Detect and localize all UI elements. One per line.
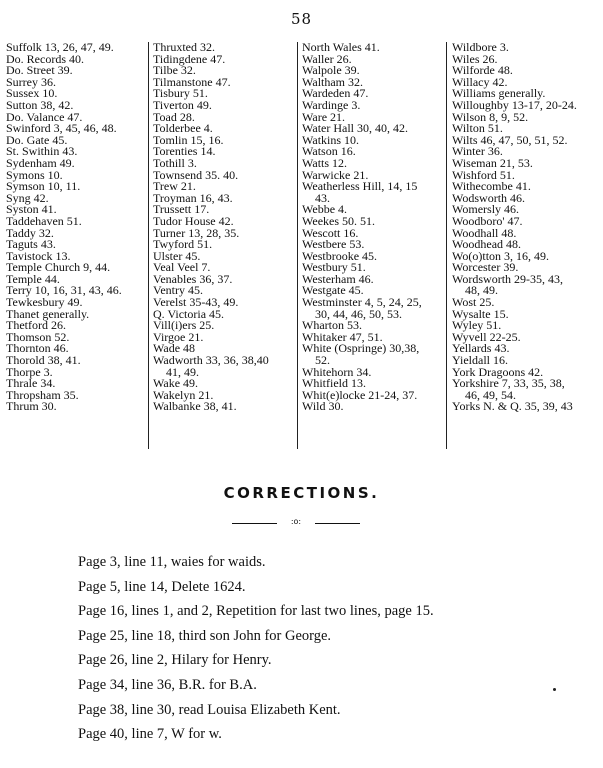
index-entry: Vill(i)ers 25. (153, 318, 215, 333)
divider-rule-right (315, 523, 360, 524)
index-entry: Willacy 42. (452, 74, 508, 89)
index-entry: Wysalte 15. (452, 306, 509, 321)
index-entry: Whitaker 47, 51. (302, 329, 383, 344)
index-entry: Do. Gate 45. (6, 132, 68, 147)
index-column-1 (6, 42, 122, 413)
column-rule-2 (297, 42, 298, 449)
index-entry: Thomson 52. (6, 329, 70, 344)
index-entry: Sutton 38, 42. (6, 97, 74, 112)
index-column-4 (452, 42, 577, 413)
column-rule-3 (446, 42, 447, 449)
index-entry: Thornton 46. (6, 341, 69, 356)
index-entry: Wyley 51. (452, 318, 502, 333)
index-entry: 48, 49. (465, 283, 498, 298)
index-entry: Wadworth 33, 36, 38,40 (153, 353, 269, 368)
index-entry: Whitfield 13. (302, 376, 366, 391)
index-entry: Thrale 34. (6, 376, 56, 391)
correction-item: Page 34, line 36, B.R. for B.A. (78, 676, 257, 693)
index-entry: Waller 26. (302, 51, 352, 66)
index-section (0, 42, 603, 462)
index-entry: Westgate 45. (302, 283, 364, 298)
index-entry: Tudor House 42. (153, 213, 234, 228)
index-entry: Tilbe 32. (153, 63, 196, 78)
correction-item: Page 25, line 18, third son John for George. (78, 627, 332, 644)
index-entry: Wild 30. (302, 399, 344, 414)
index-entry: Thrum 30. (6, 399, 57, 414)
correction-item: Page 16, lines 1, and 2, Repetition for last two lines, page 15. (78, 603, 434, 620)
index-entry: Do. Records 40. (6, 51, 84, 66)
index-entry: Trew 21. (153, 179, 196, 194)
corrections-heading: CORRECTIONS. (223, 484, 380, 502)
index-entry: Swinford 3, 45, 46, 48. (6, 121, 117, 136)
index-entry: Taddy 32. (6, 225, 54, 240)
index-entry: Wiseman 21, 53. (452, 155, 533, 170)
correction-item: Page 26, line 2, Hilary for Henry. (78, 652, 272, 669)
index-entry: Terry 10, 16, 31, 43, 46. (6, 283, 122, 298)
index-entry: Wardeden 47. (302, 86, 369, 101)
index-entry: Weatherless Hill, 14, 15 (302, 179, 418, 194)
index-entry: Walpole 39. (302, 63, 360, 78)
divider-ornament: :o: (290, 517, 302, 526)
index-entry: Do. Valance 47. (6, 109, 83, 124)
index-entry: Verelst 35-43, 49. (153, 295, 239, 310)
index-entry: Womersly 46. (452, 202, 520, 217)
index-entry: Withecombe 41. (452, 179, 531, 194)
print-speck (553, 688, 556, 691)
index-entry: Williams generally. (452, 86, 546, 101)
index-entry: Tilmanstone 47. (153, 74, 231, 89)
index-entry: Ware 21. (302, 109, 346, 124)
index-entry: Worcester 39. (452, 260, 519, 275)
index-entry: Woodboro' 47. (452, 213, 523, 228)
index-entry: Torenties 14. (153, 144, 216, 159)
index-entry: Watson 16. (302, 144, 356, 159)
index-entry: Wescott 16. (302, 225, 359, 240)
index-entry: Tiverton 49. (153, 97, 212, 112)
index-entry: Tewkesbury 49. (6, 295, 83, 310)
index-entry: Thorpe 3. (6, 364, 53, 379)
index-entry: Wilton 51. (452, 121, 503, 136)
index-entry: Weekes 50. 51. (302, 213, 376, 228)
index-entry: Yorks N. & Q. 35, 39, 43 (452, 399, 573, 414)
index-entry: Yellards 43. (452, 341, 510, 356)
index-entry: Taguts 43. (6, 237, 56, 252)
index-entry: Tisbury 51. (153, 86, 208, 101)
index-entry: Wiles 26. (452, 51, 498, 66)
index-entry: Winter 36. (452, 144, 503, 159)
index-entry: Warwicke 21. (302, 167, 369, 182)
index-entry: Wakelyn 21. (153, 387, 214, 402)
correction-item: Page 5, line 14, Delete 1624. (78, 578, 246, 595)
index-entry: Syston 41. (6, 202, 57, 217)
index-entry: Trussett 17. (153, 202, 210, 217)
corrections-list (78, 552, 598, 749)
index-entry: Wilson 8, 9, 52. (452, 109, 529, 124)
index-entry: Wilts 46, 47, 50, 51, 52. (452, 132, 568, 147)
index-entry: Wost 25. (452, 295, 495, 310)
index-entry: Wardinge 3. (302, 97, 361, 112)
index-entry: Suffolk 13, 26, 47, 49. (6, 40, 114, 54)
index-entry: Woodhall 48. (452, 225, 517, 240)
section-divider (232, 516, 360, 528)
index-entry: Toad 28. (153, 109, 195, 124)
index-entry: Wyvell 22-25. (452, 329, 521, 344)
index-entry: Westbere 53. (302, 237, 365, 252)
index-entry: Sussex 10. (6, 86, 58, 101)
correction-item: Page 38, line 30, read Louisa Elizabeth Kent. (78, 701, 341, 718)
index-entry: Temple Church 9, 44. (6, 260, 111, 275)
index-entry: Yieldall 16. (452, 353, 508, 368)
index-entry: Whitehorn 34. (302, 364, 372, 379)
index-entry: Water Hall 30, 40, 42. (302, 121, 409, 136)
index-entry: Ulster 45. (153, 248, 201, 263)
index-entry: Wake 49. (153, 376, 199, 391)
index-entry: Surrey 36. (6, 74, 56, 89)
index-entry: Thorold 38, 41. (6, 353, 81, 368)
index-entry: Symson 10, 11. (6, 179, 81, 194)
index-entry: Webbe 4. (302, 202, 348, 217)
index-column-3 (302, 42, 422, 413)
index-entry: Venables 36, 37. (153, 271, 233, 286)
column-rule-1 (148, 42, 149, 449)
index-entry: Thropsham 35. (6, 387, 79, 402)
index-entry: Whit(e)locke 21-24, 37. (302, 387, 418, 402)
divider-rule-left (232, 523, 277, 524)
index-entry: Walbanke 38, 41. (153, 399, 237, 414)
index-entry: Turner 13, 28, 35. (153, 225, 240, 240)
index-entry: Virgoe 21. (153, 329, 204, 344)
index-entry: Veal Veel 7. (153, 260, 211, 275)
index-entry: White (Ospringe) 30,38, (302, 341, 420, 356)
index-entry: Watts 12. (302, 155, 348, 170)
index-entry: Symons 10. (6, 167, 63, 182)
index-entry: Waltham 32. (302, 74, 364, 89)
index-entry: Wharton 53. (302, 318, 362, 333)
index-entry: Westbury 51. (302, 260, 366, 275)
index-entry: Twyford 51. (153, 237, 213, 252)
index-entry: 52. (315, 353, 330, 368)
index-entry: Thruxted 32. (153, 40, 215, 54)
index-entry: Watkins 10. (302, 132, 360, 147)
index-entry: Wordsworth 29-35, 43, (452, 271, 564, 286)
index-entry: Tothill 3. (153, 155, 197, 170)
index-entry: Willoughby 13-17, 20-24. (452, 97, 577, 112)
index-entry: Wade 48 (153, 341, 196, 356)
correction-item: Page 3, line 11, waies for waids. (78, 554, 266, 570)
index-entry: Wo(o)tton 3, 16, 49. (452, 248, 550, 263)
index-entry: Wodsworth 46. (452, 190, 526, 205)
index-entry: 43. (315, 190, 330, 205)
index-entry: Wishford 51. (452, 167, 515, 182)
index-entry: Westerham 46. (302, 271, 374, 286)
index-entry: Wilforde 48. (452, 63, 513, 78)
index-entry: Syng 42. (6, 190, 49, 205)
index-entry: Ventry 45. (153, 283, 203, 298)
page-number: 58 (290, 10, 313, 28)
index-entry: North Wales 41. (302, 40, 380, 54)
index-entry: Wildbore 3. (452, 40, 509, 54)
index-entry: Do. Street 39. (6, 63, 73, 78)
index-entry: Temple 44. (6, 271, 60, 286)
index-entry: 46, 49, 54. (465, 387, 516, 402)
index-entry: Thanet generally. (6, 306, 90, 321)
index-entry: Townsend 35. 40. (153, 167, 239, 182)
index-entry: Tomlin 15, 16. (153, 132, 224, 147)
index-column-2 (153, 42, 269, 413)
index-entry: Tolderbee 4. (153, 121, 213, 136)
index-entry: 41, 49. (166, 364, 199, 379)
index-entry: Yorkshire 7, 33, 35, 38, (452, 376, 565, 391)
index-entry: Troyman 16, 43. (153, 190, 233, 205)
index-entry: Westminster 4, 5, 24, 25, (302, 295, 422, 310)
index-entry: Woodhead 48. (452, 237, 522, 252)
index-entry: York Dragoons 42. (452, 364, 544, 379)
index-entry: 30, 44, 46, 50, 53. (315, 306, 402, 321)
index-entry: Westbrooke 45. (302, 248, 378, 263)
index-entry: Tavistock 13. (6, 248, 71, 263)
index-entry: Thetford 26. (6, 318, 66, 333)
index-entry: Sydenham 49. (6, 155, 75, 170)
index-entry: Taddehaven 51. (6, 213, 82, 228)
correction-item: Page 40, line 7, W for w. (78, 726, 222, 743)
index-entry: Q. Victoria 45. (153, 306, 225, 321)
index-entry: Tidingdene 47. (153, 51, 226, 66)
index-entry: St. Swithin 43. (6, 144, 78, 159)
